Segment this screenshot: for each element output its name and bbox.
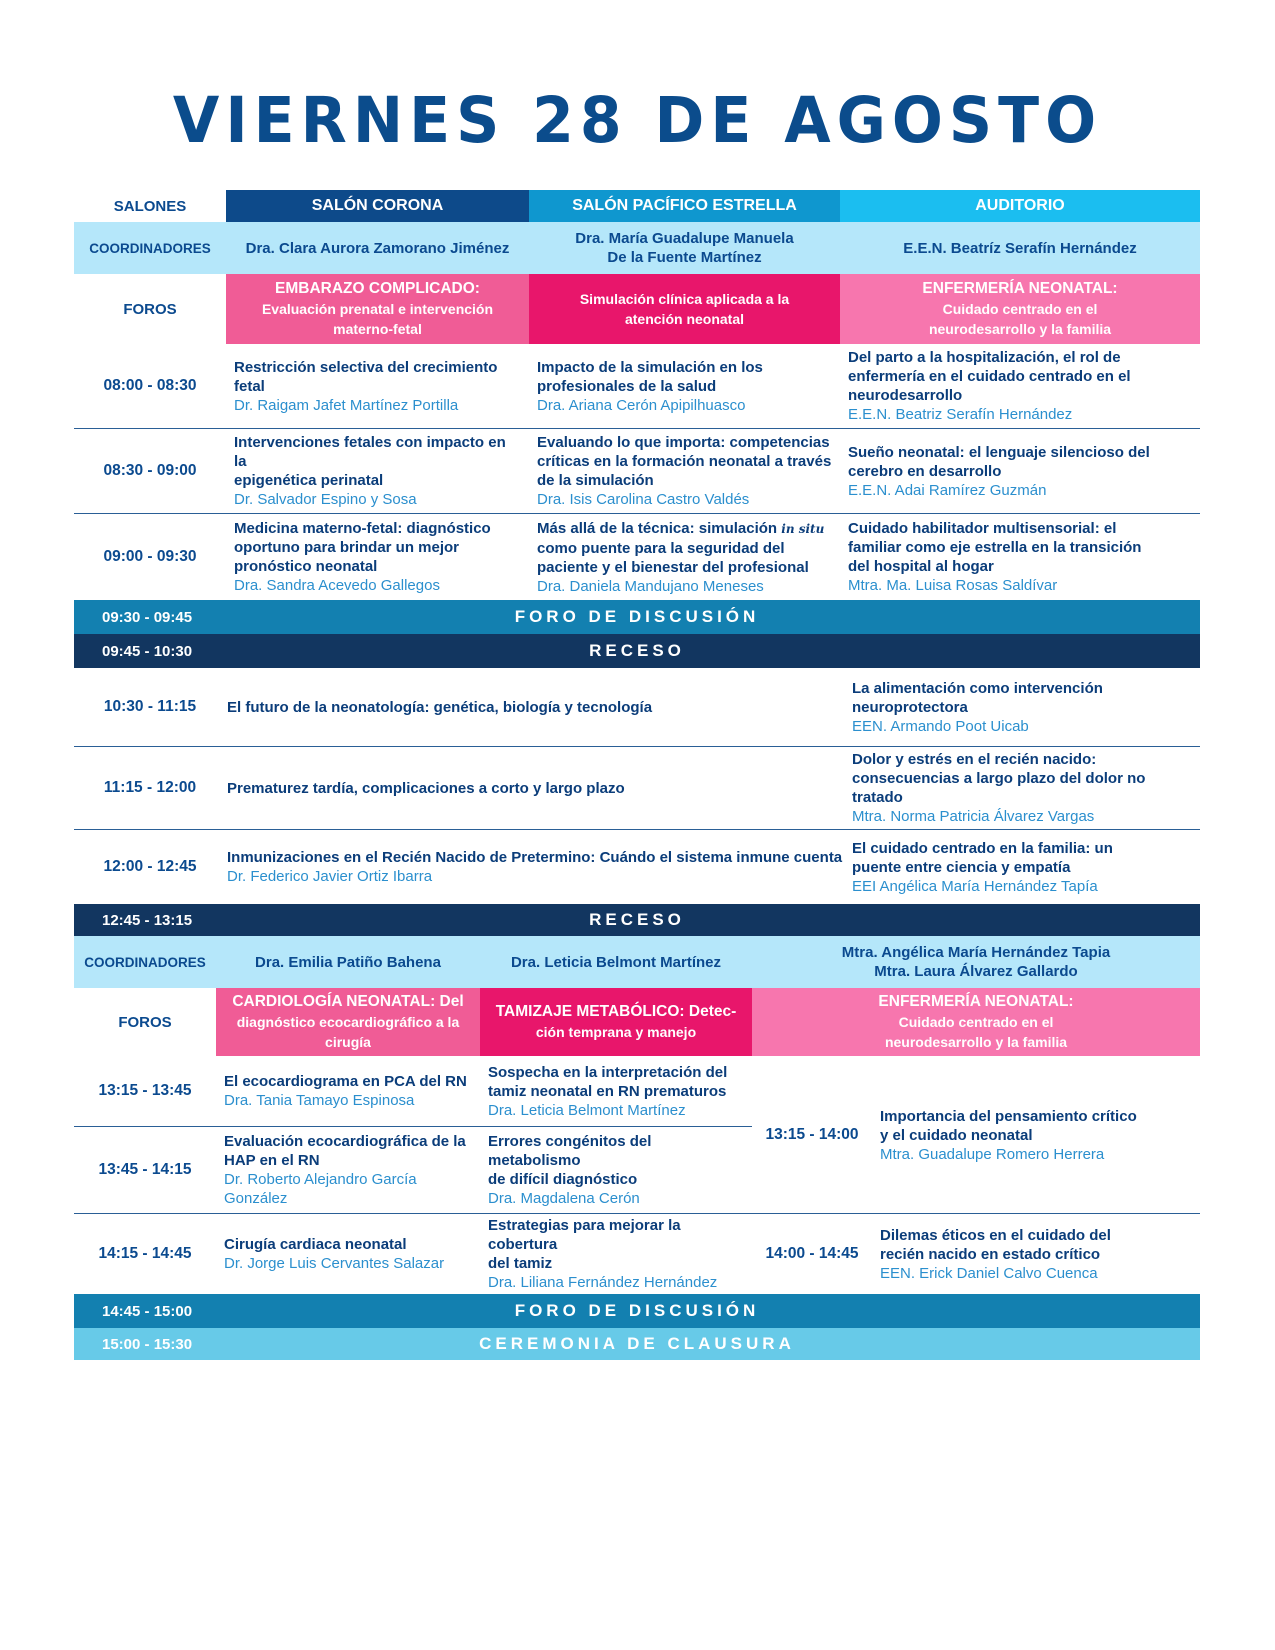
forum-enfermeria: ENFERMERÍA NEONATAL: Cuidado centrado en el neurodesarrollo y la familia (840, 274, 1200, 344)
session-item: Evaluación ecocardiográfica de la HAP en el RN Dr. Roberto Alejandro García González (224, 1133, 466, 1207)
break-band: 09:45 - 10:30 RECESO (74, 634, 1200, 668)
coordinator-tamizaje: Dra. Leticia Belmont Martínez (510, 953, 722, 971)
time-slot: 14:15 - 14:45 (98, 1245, 192, 1262)
time-slot: 09:00 - 09:30 (103, 548, 197, 565)
coordinator-corona: Dra. Clara Aurora Zamorano Jiménez (245, 239, 510, 257)
session-item: Cirugía cardiaca neonatal Dr. Jorge Luis Cervantes Salazar (224, 1236, 445, 1272)
session-item: Importancia del pensamiento crítico y el cuidado neonatal Mtra. Guadalupe Romero Herrera (880, 1107, 1137, 1163)
coordinator-cardiologia: Dra. Emilia Patiño Bahena (255, 953, 441, 971)
coordinator-auditorio: E.E.N. Beatríz Serafín Hernández (903, 239, 1137, 257)
coordinator-pacifico: Dra. María Guadalupe Manuela De la Fuente Martínez (575, 230, 794, 266)
session-item: El cuidado centrado en la familia: un puente entre ciencia y empatía EEI Angélica María Hernández Tapía (852, 839, 1113, 895)
forum-simulacion: Simulación clínica aplicada a la atención neonatal (529, 274, 840, 344)
foros-label: FOROS (118, 1013, 172, 1031)
coordinator-enfermeria: Mtra. Angélica María Hernández Tapia Mtra. Laura Álvarez Gallardo (841, 944, 1111, 980)
forum-enfermeria: ENFERMERÍA NEONATAL: Cuidado centrado en el neurodesarrollo y la familia (752, 988, 1200, 1056)
session-item: Más allá de la técnica: simulación in situ como puente para la seguridad del paciente y el bienestar del profesional Dra. Daniela Mandujano Meneses (537, 519, 825, 595)
time-slot: 08:30 - 09:00 (103, 462, 197, 479)
time-slot: 14:00 - 14:45 (765, 1245, 859, 1262)
closing-ceremony-band: 15:00 - 15:30 CEREMONIA DE CLAUSURA (74, 1328, 1200, 1360)
session-item: Dolor y estrés en el recién nacido: consecuencias a largo plazo del dolor no tratado Mtra. Norma Patricia Álvarez Vargas (852, 751, 1146, 825)
room-header-auditorio: AUDITORIO (840, 190, 1200, 222)
time-slot: 10:30 - 11:15 (103, 698, 197, 715)
session-item: Sospecha en la interpretación del tamiz neonatal en RN prematuros Dra. Leticia Belmont Martínez (488, 1063, 728, 1119)
session-item: Errores congénitos del metabolismo de difícil diagnóstico Dra. Magdalena Cerón (488, 1133, 652, 1207)
time-slot: 13:45 - 14:15 (98, 1161, 192, 1178)
forum-cardiologia: CARDIOLOGÍA NEONATAL: Del diagnóstico ecocardiográfico a la cirugía (216, 988, 480, 1056)
time-slot: 12:00 - 12:45 (103, 858, 197, 875)
coordinators-label: COORDINADORES (89, 240, 211, 256)
room-header-corona: SALÓN CORONA (226, 190, 529, 222)
session-item: El futuro de la neonatología: genética, biología y tecnología (227, 698, 653, 716)
session-item: Impacto de la simulación en los profesionales de la salud Dra. Ariana Cerón Apipilhuasco (537, 358, 763, 414)
room-header-pacifico: SALÓN PACÍFICO ESTRELLA (529, 190, 840, 222)
forum-embarazo: EMBARAZO COMPLICADO: Evaluación prenatal e intervención materno-fetal (226, 274, 529, 344)
time-slot: 11:15 - 12:00 (103, 779, 197, 796)
session-item: Cuidado habilitador multisensorial: el familiar como eje estrella en la transición del hospital al hogar Mtra. Ma. Luisa Rosas Saldívar (848, 520, 1142, 594)
forum-discussion-band: 09:30 - 09:45 FORO DE DISCUSIÓN (74, 600, 1200, 634)
break-band: 12:45 - 13:15 RECESO (74, 904, 1200, 936)
session-item: Inmunizaciones en el Recién Nacido de Pretermino: Cuándo el sistema inmune cuenta Dr. Federico Javier Ortiz Ibarra (227, 849, 843, 885)
time-slot: 13:15 - 13:45 (98, 1082, 192, 1099)
session-item: El ecocardiograma en PCA del RN Dra. Tania Tamayo Espinosa (224, 1073, 467, 1109)
forum-tamizaje: TAMIZAJE METABÓLICO: Detec- ción temprana y manejo (480, 988, 752, 1056)
session-item: Medicina materno-fetal: diagnóstico oportuno para brindar un mejor pronóstico neonatal Dra. Sandra Acevedo Gallegos (234, 520, 491, 594)
session-item: Prematurez tardía, complicaciones a corto y largo plazo (227, 779, 625, 797)
session-item: Intervenciones fetales con impacto en la epigenética perinatal Dr. Salvador Espino y Sosa (234, 434, 506, 508)
coordinators-label: COORDINADORES (84, 954, 206, 970)
session-item: Estrategias para mejorar la cobertura del tamiz Dra. Liliana Fernández Hernández (488, 1217, 718, 1291)
session-item: Dilemas éticos en el cuidado del recién nacido en estado crítico EEN. Erick Daniel Calvo Cuenca (880, 1226, 1111, 1282)
session-item: Evaluando lo que importa: competencias críticas en la formación neonatal a través de la simulación Dra. Isis Carolina Castro Valdés (537, 434, 832, 508)
foros-label: FOROS (123, 300, 177, 318)
time-slot: 08:00 - 08:30 (103, 377, 197, 394)
salones-label: SALONES (113, 197, 187, 215)
session-item: La alimentación como intervención neuroprotectora EEN. Armando Poot Uicab (852, 679, 1103, 735)
time-slot: 13:15 - 14:00 (765, 1126, 859, 1143)
session-item: Restricción selectiva del crecimiento fetal Dr. Raigam Jafet Martínez Portilla (234, 358, 498, 414)
page-title: VIERNES 28 DE AGOSTO (172, 84, 1103, 158)
session-item: Del parto a la hospitalización, el rol de enfermería en el cuidado centrado en el neurodesarrollo E.E.N. Beatriz Serafín Hernández (848, 349, 1131, 423)
forum-discussion-band: 14:45 - 15:00 FORO DE DISCUSIÓN (74, 1294, 1200, 1328)
session-item: Sueño neonatal: el lenguaje silencioso del cerebro en desarrollo E.E.N. Adai Ramírez Guzmán (848, 443, 1150, 499)
